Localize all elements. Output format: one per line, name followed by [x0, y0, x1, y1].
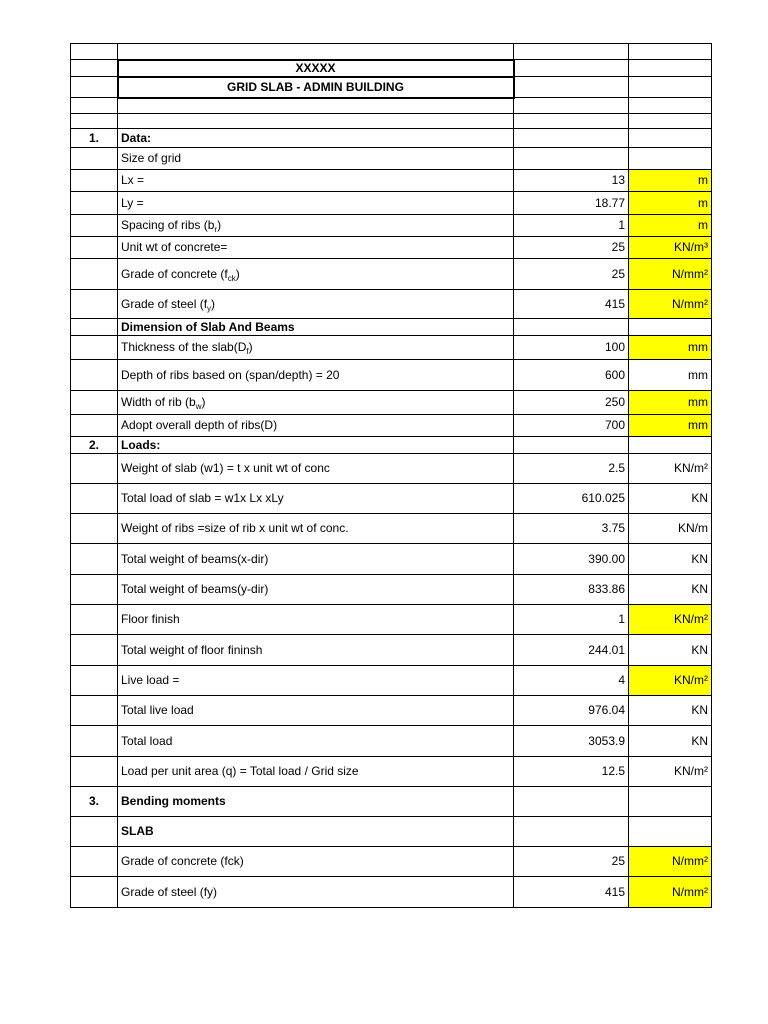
- value-cell[interactable]: [514, 77, 629, 98]
- table-row: [71, 877, 712, 908]
- unit-cell[interactable]: [629, 114, 712, 129]
- table-row: [71, 757, 712, 787]
- value-cell[interactable]: 600: [514, 360, 629, 391]
- table-row: [71, 575, 712, 605]
- description-cell[interactable]: Live load =: [118, 666, 514, 696]
- table-row: [71, 437, 712, 454]
- unit-cell[interactable]: KN: [629, 696, 712, 726]
- value-cell[interactable]: 25: [514, 237, 629, 259]
- value-cell[interactable]: [514, 319, 629, 336]
- unit-cell[interactable]: mm: [629, 336, 712, 360]
- value-cell[interactable]: 250: [514, 391, 629, 415]
- description-cell[interactable]: Weight of slab (w1) = t x unit wt of conc: [118, 454, 514, 484]
- description-subscript: ck: [227, 273, 236, 283]
- section-number-cell[interactable]: [71, 77, 118, 98]
- section-number-cell[interactable]: [71, 605, 118, 635]
- value-cell[interactable]: 976.04: [514, 696, 629, 726]
- table-row: [71, 129, 712, 148]
- value-cell[interactable]: 100: [514, 336, 629, 360]
- description-text: Thickness of the slab(D: [121, 340, 247, 354]
- value-cell[interactable]: 3.75: [514, 514, 629, 544]
- unit-cell[interactable]: m: [629, 192, 712, 215]
- unit-cell[interactable]: mm: [629, 415, 712, 437]
- unit-cell[interactable]: mm: [629, 391, 712, 415]
- section-number-cell[interactable]: [71, 454, 118, 484]
- description-tail: ): [248, 340, 253, 354]
- description-cell[interactable]: Grade of steel (fy): [118, 877, 514, 908]
- description-cell[interactable]: Depth of ribs based on (span/depth) = 20: [118, 360, 514, 391]
- table-row: [71, 290, 712, 319]
- table-row: [71, 77, 712, 98]
- description-cell[interactable]: [118, 114, 514, 129]
- description-cell[interactable]: Lx =: [118, 170, 514, 192]
- section-number-cell[interactable]: [71, 60, 118, 77]
- section-number-cell[interactable]: [71, 817, 118, 847]
- unit-cell[interactable]: KN: [629, 635, 712, 666]
- unit-cell[interactable]: [629, 77, 712, 98]
- section-number-cell[interactable]: [71, 319, 118, 336]
- section-number-cell[interactable]: [71, 237, 118, 259]
- description-subscript: w: [195, 402, 202, 411]
- unit-cell[interactable]: KN/m³: [629, 237, 712, 259]
- table-row: [71, 98, 712, 114]
- unit-cell[interactable]: KN: [629, 544, 712, 575]
- unit-cell[interactable]: KN/m²: [629, 454, 712, 484]
- sheet-title[interactable]: XXXXX: [118, 60, 514, 77]
- description-cell[interactable]: [118, 290, 514, 319]
- description-tail: ): [211, 296, 216, 311]
- section-number-cell[interactable]: [71, 44, 118, 60]
- section-number-cell[interactable]: [71, 544, 118, 575]
- description-text: Width of rib (b: [121, 395, 196, 409]
- value-cell[interactable]: 415: [514, 290, 629, 319]
- unit-cell[interactable]: KN/m²: [629, 666, 712, 696]
- table-row: [71, 391, 712, 415]
- description-cell[interactable]: Total weight of beams(y-dir): [118, 575, 514, 605]
- description-cell[interactable]: Unit wt of concrete=: [118, 237, 514, 259]
- value-cell[interactable]: 833.86: [514, 575, 629, 605]
- value-cell[interactable]: [514, 98, 629, 114]
- section-number-cell[interactable]: [71, 757, 118, 787]
- description-cell[interactable]: SLAB: [118, 817, 514, 847]
- description-cell[interactable]: Total weight of floor fininsh: [118, 635, 514, 666]
- section-number-cell[interactable]: [71, 484, 118, 514]
- table-row: [71, 192, 712, 215]
- table-row: [71, 635, 712, 666]
- description-cell[interactable]: Total live load: [118, 696, 514, 726]
- section-number-cell[interactable]: [71, 514, 118, 544]
- section-number-cell[interactable]: [71, 148, 118, 170]
- value-cell[interactable]: [514, 114, 629, 129]
- section-number-cell[interactable]: [71, 192, 118, 215]
- section-number-cell[interactable]: 3.: [71, 787, 118, 817]
- value-cell[interactable]: 244.01: [514, 635, 629, 666]
- section-number-cell[interactable]: [71, 259, 118, 290]
- value-cell[interactable]: 390.00: [514, 544, 629, 575]
- table-row: [71, 817, 712, 847]
- description-cell[interactable]: Adopt overall depth of ribs(D): [118, 415, 514, 437]
- table-row: [71, 454, 712, 484]
- description-subscript: f: [246, 347, 249, 356]
- value-cell[interactable]: 3053.9: [514, 726, 629, 757]
- section-number-cell[interactable]: [71, 360, 118, 391]
- description-cell[interactable]: Dimension of Slab And Beams: [118, 319, 514, 336]
- section-number-cell[interactable]: [71, 98, 118, 114]
- section-number-cell[interactable]: [71, 696, 118, 726]
- description-cell[interactable]: Grade of concrete (fck): [118, 847, 514, 877]
- description-cell[interactable]: Ly =: [118, 192, 514, 215]
- unit-cell[interactable]: [629, 437, 712, 454]
- section-number-cell[interactable]: [71, 215, 118, 237]
- section-number-cell[interactable]: [71, 635, 118, 666]
- value-cell[interactable]: 12.5: [514, 757, 629, 787]
- description-text: Grade of steel (f: [121, 296, 208, 311]
- value-cell[interactable]: [514, 787, 629, 817]
- unit-cell[interactable]: [629, 787, 712, 817]
- section-number-cell[interactable]: [71, 114, 118, 129]
- unit-cell[interactable]: [629, 148, 712, 170]
- value-cell[interactable]: [514, 817, 629, 847]
- unit-cell[interactable]: KN/m²: [629, 757, 712, 787]
- table-row: [71, 237, 712, 259]
- description-cell[interactable]: Weight of ribs =size of rib x unit wt of conc.: [118, 514, 514, 544]
- unit-cell[interactable]: [629, 98, 712, 114]
- unit-cell[interactable]: m: [629, 170, 712, 192]
- unit-cell[interactable]: N/mm²: [629, 877, 712, 908]
- value-cell[interactable]: [514, 148, 629, 170]
- value-cell[interactable]: 1: [514, 215, 629, 237]
- unit-cell[interactable]: KN/m²: [629, 605, 712, 635]
- table-row: [71, 847, 712, 877]
- value-cell[interactable]: 610.025: [514, 484, 629, 514]
- table-row: [71, 170, 712, 192]
- value-cell[interactable]: 700: [514, 415, 629, 437]
- section-number-cell[interactable]: [71, 415, 118, 437]
- table-row: [71, 259, 712, 290]
- sheet-subtitle[interactable]: GRID SLAB - ADMIN BUILDING: [118, 77, 514, 98]
- unit-cell[interactable]: KN: [629, 575, 712, 605]
- description-cell[interactable]: Bending moments: [118, 787, 514, 817]
- table-row: [71, 215, 712, 237]
- table-row: [71, 336, 712, 360]
- section-number-cell[interactable]: [71, 391, 118, 415]
- value-cell[interactable]: 13: [514, 170, 629, 192]
- unit-cell[interactable]: N/mm²: [629, 290, 712, 319]
- spreadsheet: [70, 43, 711, 908]
- unit-cell[interactable]: KN: [629, 484, 712, 514]
- unit-cell[interactable]: N/mm²: [629, 847, 712, 877]
- table-row: [71, 319, 712, 336]
- unit-cell[interactable]: [629, 817, 712, 847]
- unit-cell[interactable]: [629, 44, 712, 60]
- description-cell[interactable]: [118, 215, 514, 237]
- section-number-cell[interactable]: 1.: [71, 129, 118, 148]
- description-tail: ): [235, 266, 240, 281]
- section-number-cell[interactable]: [71, 877, 118, 908]
- section-number-cell[interactable]: [71, 290, 118, 319]
- section-number-cell[interactable]: [71, 170, 118, 192]
- description-cell[interactable]: [118, 44, 514, 60]
- section-number-cell[interactable]: [71, 666, 118, 696]
- table-row: [71, 787, 712, 817]
- value-cell[interactable]: 1: [514, 605, 629, 635]
- description-subscript: y: [207, 303, 212, 313]
- value-cell[interactable]: 18.77: [514, 192, 629, 215]
- description-cell[interactable]: Total load: [118, 726, 514, 757]
- design-calc-table: [70, 43, 712, 908]
- description-tail: ): [201, 395, 206, 409]
- table-row: [71, 544, 712, 575]
- section-number-cell[interactable]: [71, 336, 118, 360]
- value-cell[interactable]: 25: [514, 259, 629, 290]
- table-row: [71, 726, 712, 757]
- section-number-cell[interactable]: 2.: [71, 437, 118, 454]
- unit-cell[interactable]: mm: [629, 360, 712, 391]
- unit-cell[interactable]: [629, 319, 712, 336]
- description-text: Spacing of ribs (b: [121, 218, 215, 232]
- table-row: [71, 360, 712, 391]
- value-cell[interactable]: 25: [514, 847, 629, 877]
- table-row: [71, 484, 712, 514]
- section-number-cell[interactable]: [71, 575, 118, 605]
- description-cell[interactable]: Floor finish: [118, 605, 514, 635]
- unit-cell[interactable]: [629, 129, 712, 148]
- description-tail: ): [217, 218, 222, 232]
- description-cell[interactable]: Total weight of beams(x-dir): [118, 544, 514, 575]
- value-cell[interactable]: 4: [514, 666, 629, 696]
- unit-cell[interactable]: N/mm²: [629, 259, 712, 290]
- description-cell[interactable]: [118, 259, 514, 290]
- description-cell[interactable]: [118, 391, 514, 415]
- table-row: [71, 696, 712, 726]
- description-text: Grade of concrete (f: [121, 266, 228, 281]
- description-cell[interactable]: [118, 336, 514, 360]
- section-number-cell[interactable]: [71, 847, 118, 877]
- description-subscript: r: [214, 225, 218, 234]
- value-cell[interactable]: 415: [514, 877, 629, 908]
- table-row: [71, 148, 712, 170]
- description-cell[interactable]: Load per unit area (q) = Total load / Grid size: [118, 757, 514, 787]
- section-number-cell[interactable]: [71, 726, 118, 757]
- unit-cell[interactable]: m: [629, 215, 712, 237]
- table-row: [71, 415, 712, 437]
- value-cell[interactable]: [514, 437, 629, 454]
- description-cell[interactable]: Total load of slab = w1x Lx xLy: [118, 484, 514, 514]
- description-cell[interactable]: Loads:: [118, 437, 514, 454]
- table-row: [71, 605, 712, 635]
- description-cell[interactable]: [118, 98, 514, 114]
- table-row: [71, 514, 712, 544]
- unit-cell[interactable]: [629, 60, 712, 77]
- table-row: [71, 114, 712, 129]
- value-cell[interactable]: [514, 129, 629, 148]
- table-row: [71, 666, 712, 696]
- description-cell[interactable]: Size of grid: [118, 148, 514, 170]
- description-cell[interactable]: Data:: [118, 129, 514, 148]
- value-cell[interactable]: [514, 44, 629, 60]
- value-cell[interactable]: [514, 60, 629, 77]
- value-cell[interactable]: 2.5: [514, 454, 629, 484]
- table-row: [71, 60, 712, 77]
- unit-cell[interactable]: KN/m: [629, 514, 712, 544]
- unit-cell[interactable]: KN: [629, 726, 712, 757]
- table-row: [71, 44, 712, 60]
